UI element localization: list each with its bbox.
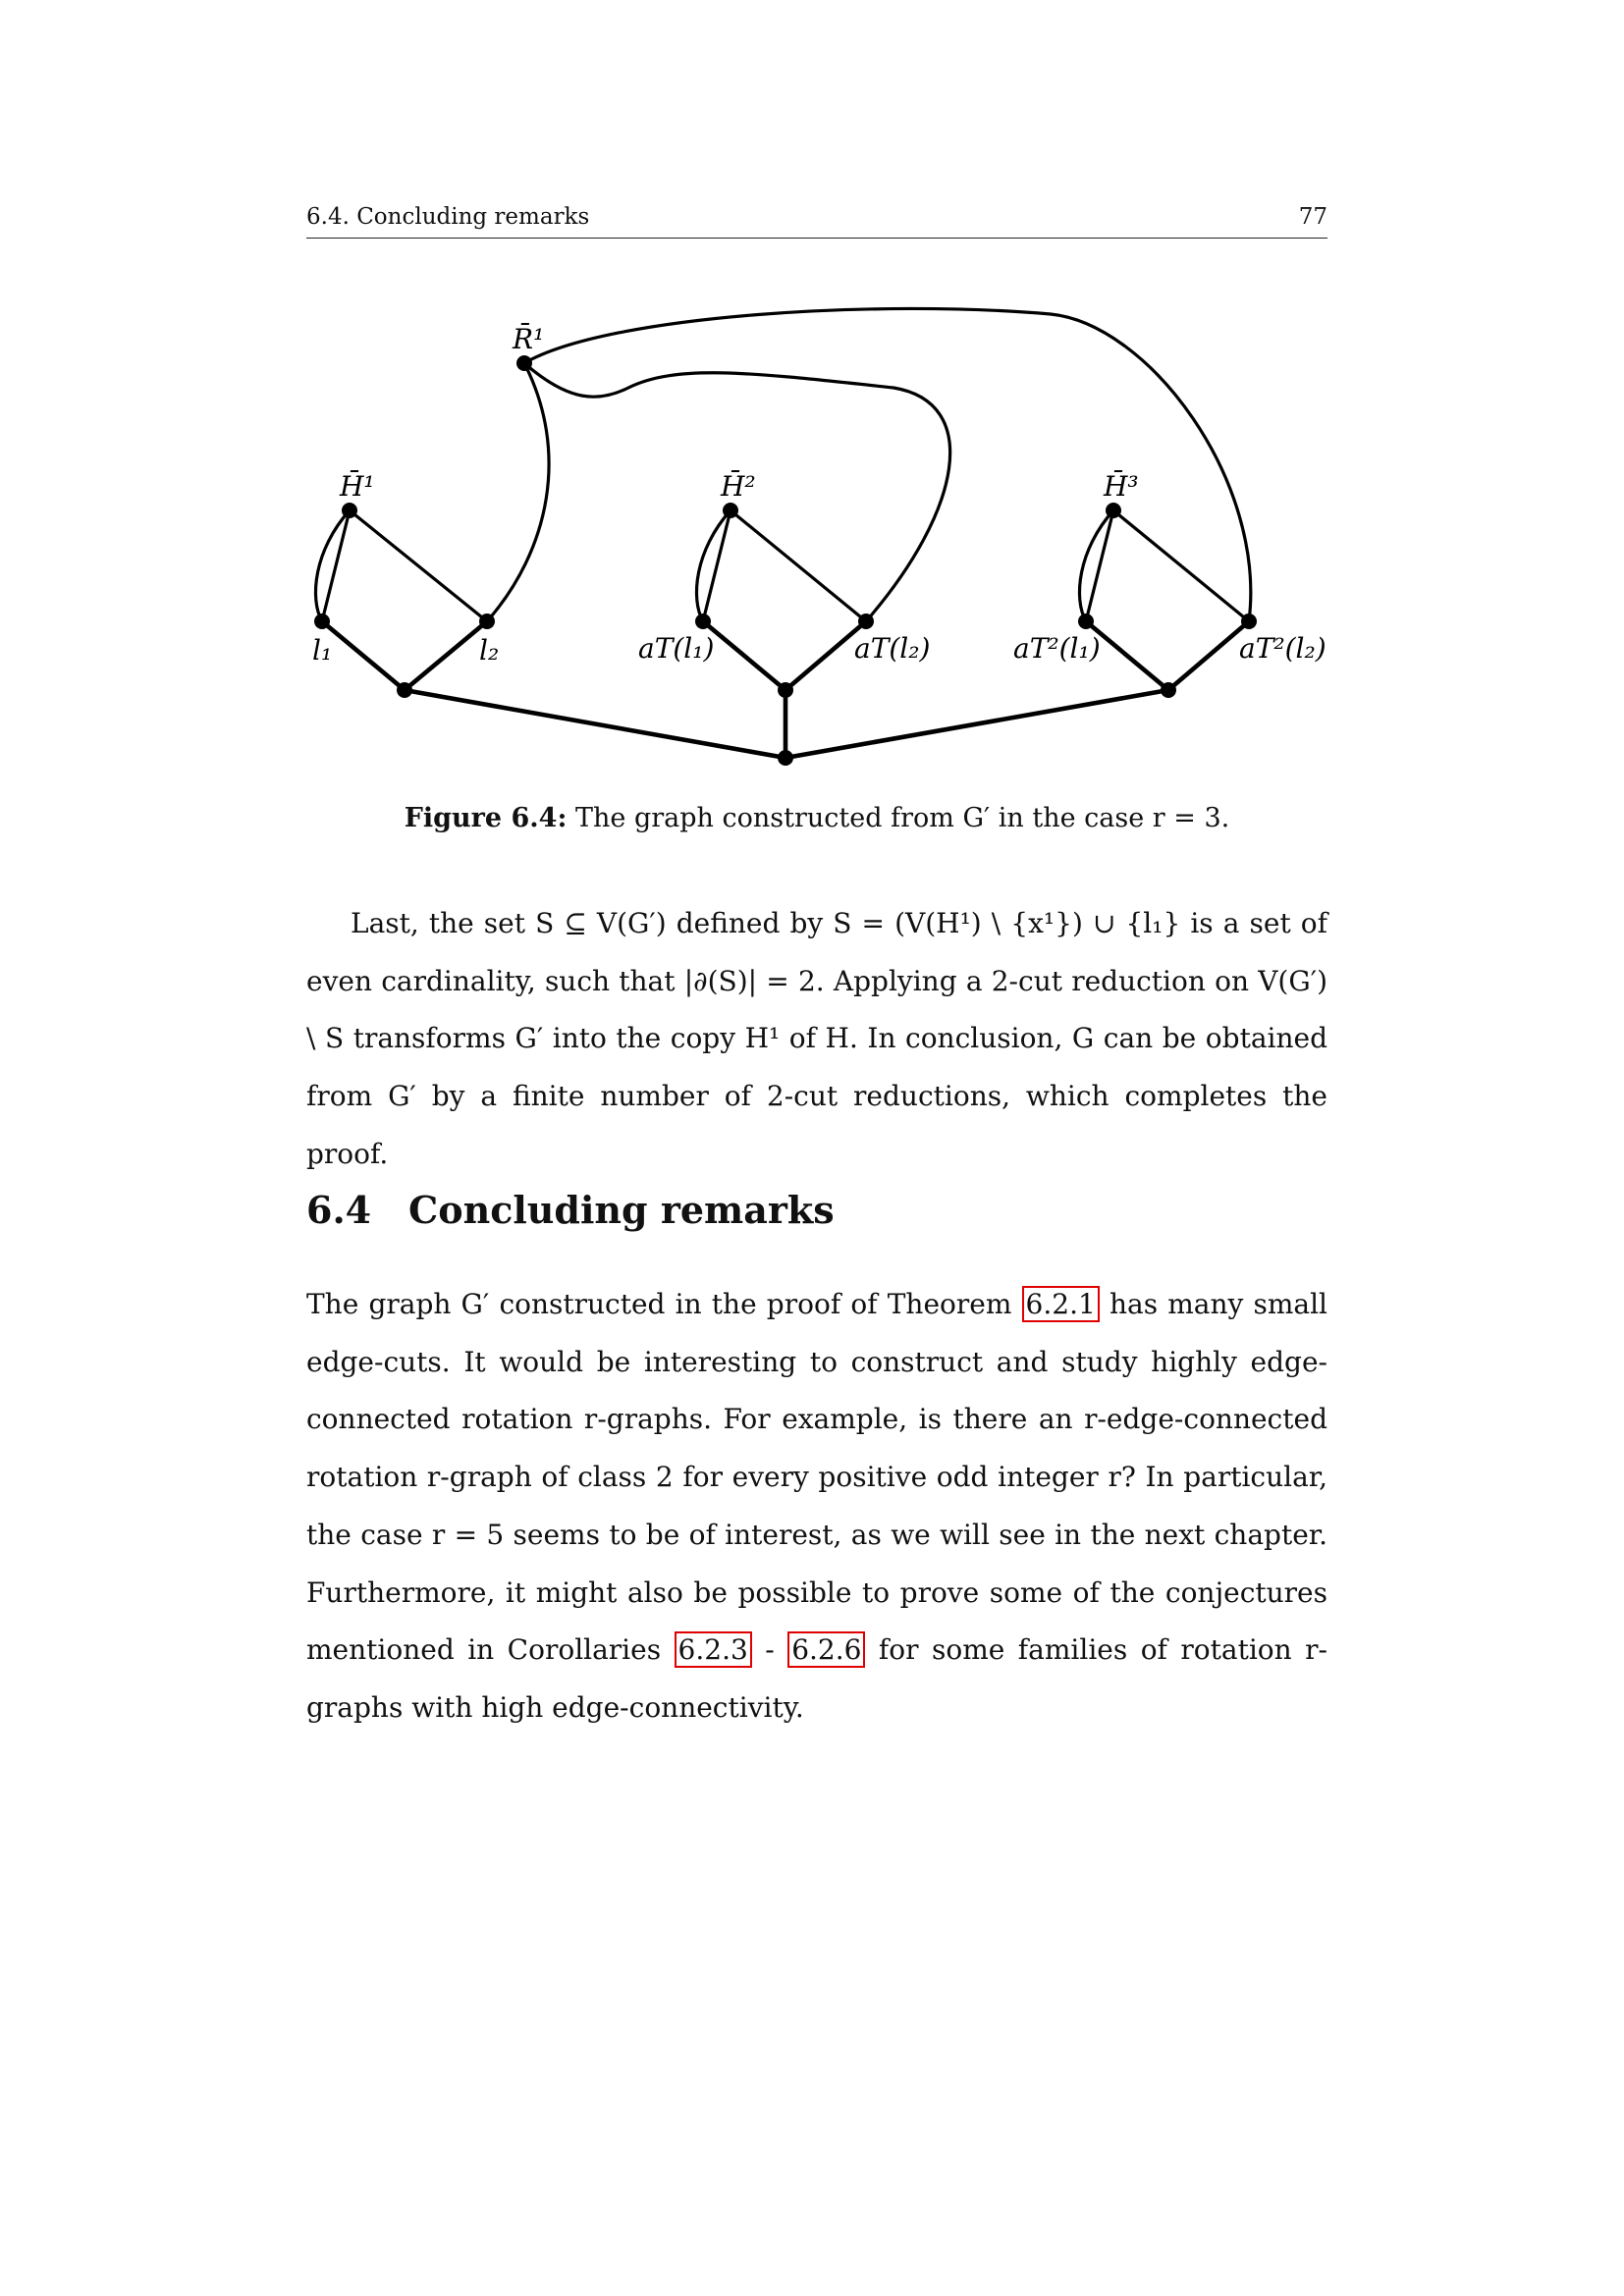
edge-r1-l2 (487, 363, 549, 621)
graph-figure (0, 0, 1624, 805)
label-al1: aT(l₁) (638, 632, 715, 665)
node-r1 (516, 355, 532, 371)
section-title: Concluding remarks (408, 1188, 835, 1232)
ref-dash: - (765, 1633, 775, 1667)
paragraph-2-text-c: for some families of rotation r-graphs with high edge-connectivity. (306, 1633, 1327, 1724)
edge-h1-l2 (350, 510, 487, 621)
label-r1: R̄¹ (513, 323, 545, 355)
figure-caption (306, 803, 1327, 833)
node-h3 (1106, 503, 1121, 518)
node-h1 (342, 503, 357, 518)
edge-r1-h3 (524, 308, 1251, 621)
node-root (778, 750, 793, 766)
section-number: 6.4 (306, 1188, 372, 1232)
node-al1 (695, 614, 711, 629)
node-b2 (778, 682, 793, 698)
label-h3: H̄³ (1104, 470, 1139, 503)
node-b3 (1161, 682, 1176, 698)
node-h2 (723, 503, 738, 518)
label-l2: l₂ (479, 634, 500, 667)
edge-h3-a2l2 (1113, 510, 1249, 621)
node-al2 (858, 614, 874, 629)
header-page-number: 77 (1298, 204, 1327, 230)
ref-corollary-6-2-3[interactable]: 6.2.3 (675, 1631, 752, 1668)
paragraph-2-text-a: The graph G′ constructed in the proof of Theorem (306, 1288, 1012, 1320)
label-h2: H̄² (721, 470, 756, 503)
section-heading (306, 1188, 835, 1232)
ref-corollary-6-2-6[interactable]: 6.2.6 (787, 1631, 865, 1668)
edge-l2-b1 (405, 621, 487, 690)
edge-b1-root (405, 690, 785, 758)
node-l1 (314, 614, 330, 629)
caption-label: Figure 6.4: (404, 803, 568, 833)
node-a2l1 (1078, 614, 1094, 629)
edge-l1-b1 (322, 621, 405, 690)
node-a2l2 (1241, 614, 1257, 629)
label-al2: aT(l₂) (854, 632, 931, 665)
caption-text: The graph constructed from G′ in the case r = 3. (575, 803, 1230, 833)
ref-theorem-6-2-1[interactable]: 6.2.1 (1022, 1286, 1100, 1322)
edge-b3-root (785, 690, 1168, 758)
edge-a2l2-b3 (1168, 621, 1249, 690)
edge-al1-b2 (703, 621, 785, 690)
label-l1: l₁ (312, 634, 333, 667)
paragraph-1-text: Last, the set S ⊆ V(G′) defined by S = (V(H¹) \ {x¹}) ∪ {l₁} is a set of even cardinality, such that |∂(S)| = 2. Applying a 2-cut reduction on V(G′) \ S transforms G′ into the copy H¹ of H. In conclusion, G can be obtained from G′ by a finite number of 2-cut reductions, which completes the proof. (306, 907, 1327, 1170)
header-section-title: 6.4. Concluding remarks (306, 204, 590, 230)
label-a2l1: aT²(l₁) (1013, 632, 1101, 665)
node-l2 (479, 614, 495, 629)
paragraph-2-text-b: has many small edge-cuts. It would be interesting to construct and study highly edge-connected rotation r-graphs. For example, is there an r-edge-connected rotation r-graph of class 2 for every positive odd integer r? In particular, the case r = 5 seems to be of interest, as we will see in the next chapter. Furthermore, it might also be possible to prove some of the conjectures mentioned in Corollaries (306, 1288, 1328, 1667)
paragraph-proof-end (306, 895, 1327, 1184)
paragraph-concluding (306, 1276, 1327, 1737)
label-h1: H̄¹ (340, 470, 375, 503)
edge-h2-al2 (731, 510, 866, 621)
node-b1 (397, 682, 412, 698)
label-a2l2: aT²(l₂) (1239, 632, 1326, 665)
